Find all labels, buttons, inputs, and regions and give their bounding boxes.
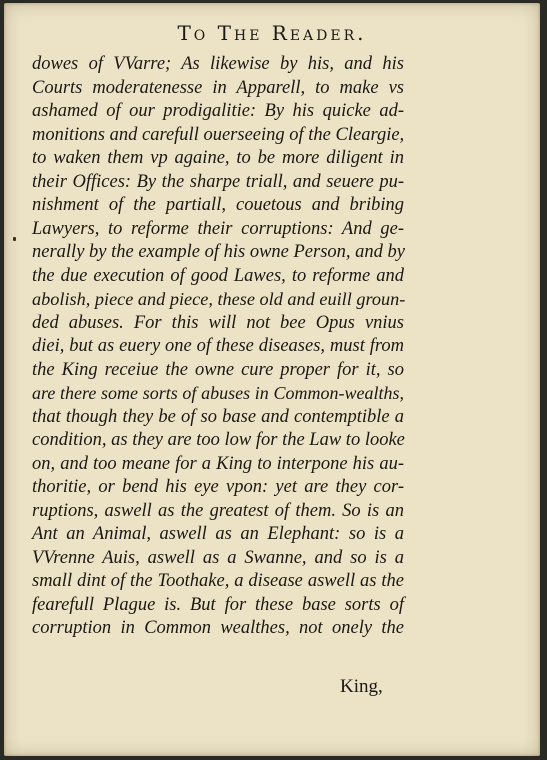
text-line: nishment of the partiall, couetous and bribing [32, 195, 404, 215]
text-line: ded abuses. For this will not bee Opus vnius [32, 312, 404, 333]
margin-mark [13, 237, 16, 241]
text-line: nerally by the example of his owne Person, and by [32, 242, 405, 262]
text-line: small dint of the Toothake, a disease aswell as the [32, 571, 404, 591]
text-line: on, and too meane for a King to interpone his au- [32, 453, 404, 474]
book-page [4, 3, 540, 756]
text-line: Lawyers, to reforme their corruptions: And ge- [32, 218, 404, 239]
text-line: abolish, piece and piece, these old and euill groun- [32, 289, 406, 309]
text-line: VVrenne Auis, aswell as a Swanne, and so is a [32, 547, 404, 568]
text-line: fearefull Plague is. But for these base sorts of [32, 594, 404, 615]
catchword: King, [340, 676, 383, 697]
text-line: monitions and carefull ouerseeing of the Cleargie, [32, 124, 405, 145]
text-line: ashamed of our prodigalitie: By his quicke ad- [32, 101, 404, 121]
text-line: are there some sorts of abuses in Common-wealths, [32, 383, 404, 403]
text-line: condition, as they are too low for the Law to looke [32, 430, 405, 450]
text-line: Ant an Animal, aswell as an Elephant: so is a [32, 524, 404, 544]
text-line: to waken them vp againe, to be more diligent in [32, 148, 404, 168]
text-line: the King receiue the owne cure proper for it, so [32, 359, 404, 380]
text-line: the due execution of good Lawes, to reforme and [32, 265, 404, 286]
text-line: diei, but as euery one of these diseases, must from [32, 336, 404, 356]
text-line: corruption in Common wealthes, not onely the [32, 618, 404, 638]
text-line: Courts moderatenesse in Apparell, to make vs [32, 77, 404, 98]
text-line: that though they be of so base and contemptible a [32, 406, 404, 427]
text-line: dowes of VVarre; As likewise by his, and his [32, 54, 404, 74]
text-line: ruptions, aswell as the greatest of them. So is an [32, 500, 404, 521]
text-block [32, 53, 404, 641]
text-line: thoritie, or bend his eye vpon: yet are they cor- [32, 477, 404, 497]
text-line: their Offices: By the sharpe triall, and seuere pu- [32, 171, 404, 192]
running-head: To The Reader. [177, 21, 367, 45]
